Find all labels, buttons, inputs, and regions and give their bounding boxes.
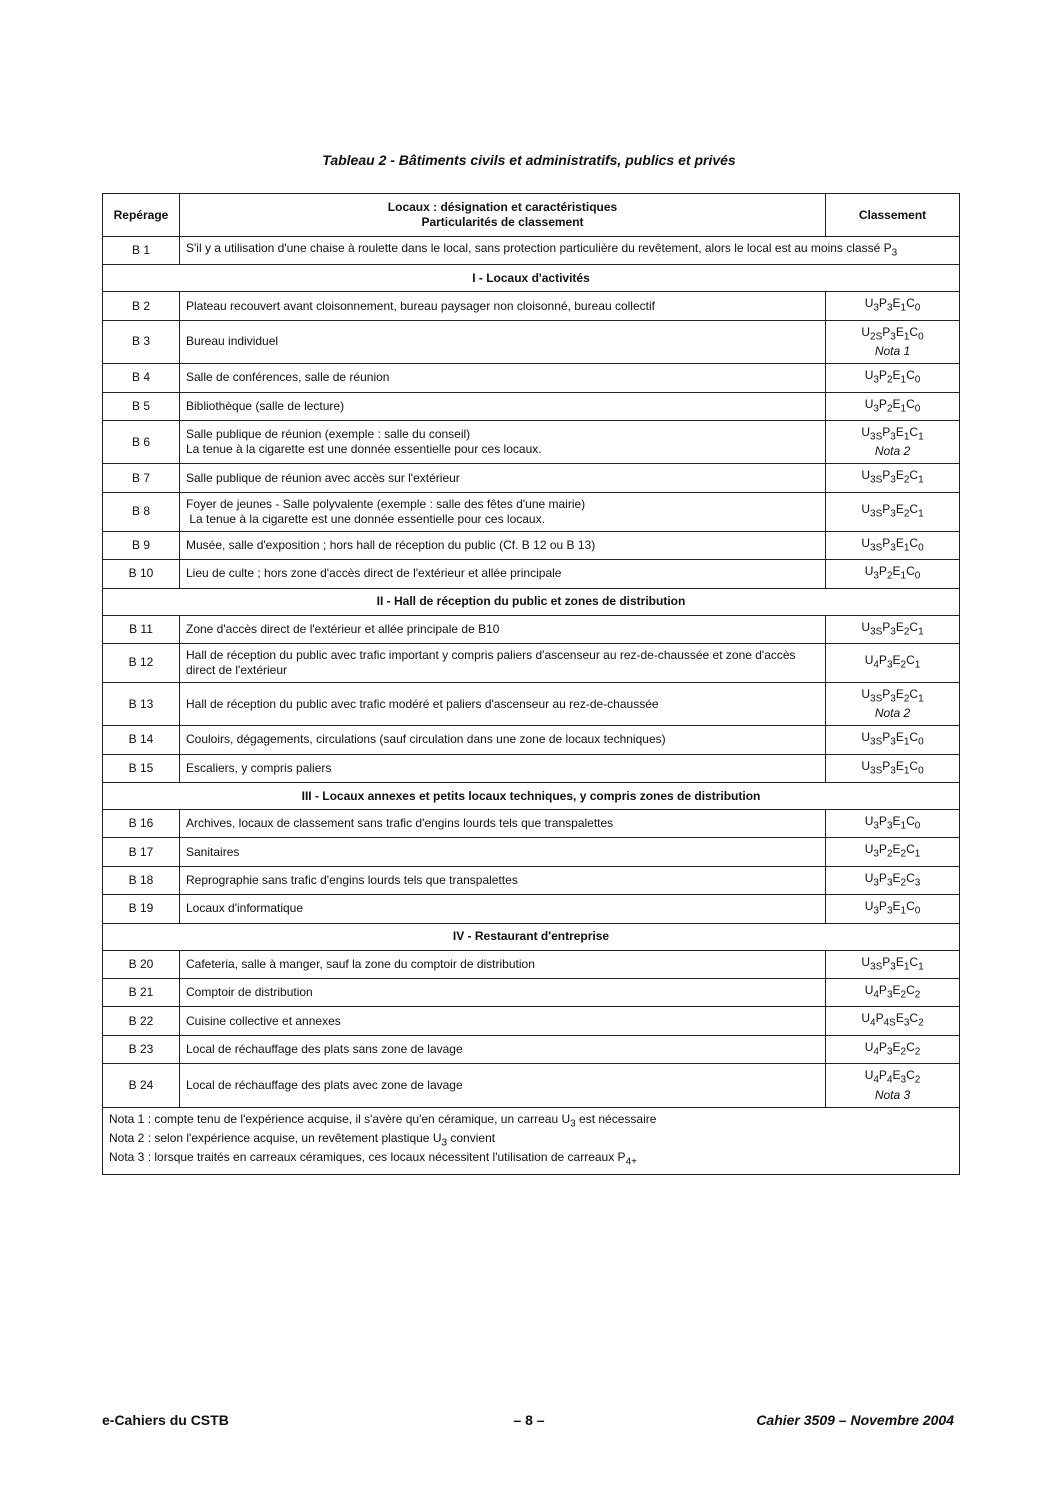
row-classement bbox=[826, 531, 960, 559]
description-line: Plateau recouvert avant cloisonnement, bureau paysager non cloisonné, bureau collectif bbox=[186, 298, 655, 313]
classement-code: $U_{3S}P_3E_2C_1$ bbox=[861, 686, 924, 705]
nota-1-post: est nécessaire bbox=[575, 1111, 657, 1126]
nota-3 bbox=[109, 1150, 953, 1169]
description-line: Cuisine collective et annexes bbox=[186, 1013, 341, 1028]
row-classement bbox=[826, 1007, 960, 1035]
table-row bbox=[103, 643, 960, 682]
footer-right: Cahier 3509 – Novembre 2004 bbox=[756, 1412, 954, 1428]
row-description bbox=[180, 560, 826, 588]
row-description bbox=[180, 754, 826, 782]
table-row bbox=[103, 726, 960, 754]
description-line: Zone d'accès direct de l'extérieur et allée principale de B10 bbox=[186, 621, 500, 636]
row-classement bbox=[826, 979, 960, 1007]
row-classement bbox=[826, 492, 960, 531]
section-title: I - Locaux d'activités bbox=[103, 265, 960, 292]
description-line: Salle publique de réunion avec accès sur l'extérieur bbox=[186, 470, 460, 485]
row-ref: B 16 bbox=[103, 810, 180, 838]
nota-1-text: Nota 1 : compte tenu de l'expérience acquise, il s'avère qu'en céramique, un carreau U bbox=[109, 1111, 571, 1126]
table-row bbox=[103, 364, 960, 392]
table-row bbox=[103, 838, 960, 866]
row-description bbox=[180, 392, 826, 420]
nota-1 bbox=[109, 1112, 953, 1131]
row-classement bbox=[826, 615, 960, 643]
description-line: Foyer de jeunes - Salle polyvalente (exemple : salle des fêtes d'une mairie) bbox=[186, 496, 586, 511]
table-row bbox=[103, 615, 960, 643]
b1-text: S'il y a utilisation d'une chaise à roulette dans le local, sans protection particulière du revêtement, alors le local est au moins classé P bbox=[186, 241, 892, 255]
description-line: Local de réchauffage des plats sans zone de lavage bbox=[186, 1042, 463, 1056]
table-row bbox=[103, 492, 960, 531]
description-line: La tenue à la cigarette est une donnée essentielle pour ces locaux. bbox=[186, 442, 542, 457]
table-row bbox=[103, 895, 960, 923]
table-row bbox=[103, 810, 960, 838]
row-ref: B 17 bbox=[103, 838, 180, 866]
table-row bbox=[103, 320, 960, 363]
footer-left: e-Cahiers du CSTB bbox=[102, 1412, 229, 1428]
row-classement bbox=[826, 682, 960, 725]
row-description bbox=[180, 292, 826, 320]
row-ref: B 5 bbox=[103, 392, 180, 420]
row-classement bbox=[826, 754, 960, 782]
table-row bbox=[103, 754, 960, 782]
row-description bbox=[180, 1007, 826, 1035]
row-description bbox=[180, 364, 826, 392]
table-row bbox=[103, 866, 960, 894]
row-ref: B 2 bbox=[103, 292, 180, 320]
row-ref: B 6 bbox=[103, 420, 180, 463]
nota-1-sub: 3 bbox=[570, 1117, 576, 1129]
classement-code: $U_3P_3E_1C_0$ bbox=[864, 296, 921, 314]
nota-2-post: convient bbox=[447, 1130, 496, 1145]
description-line: La tenue à la cigarette est une donnée essentielle pour ces locaux. bbox=[186, 511, 545, 526]
description-line: Lieu de culte ; hors zone d'accès direct de l'extérieur et allée principale bbox=[186, 566, 562, 581]
section-header-row bbox=[103, 588, 960, 615]
row-classement bbox=[826, 320, 960, 363]
nota-3-sub: 4+ bbox=[625, 1156, 637, 1168]
classement-code: $U_3P_3E_2C_3$ bbox=[864, 870, 921, 889]
classement-code: $U_4P_3E_2C_1$ bbox=[864, 653, 921, 671]
table-row bbox=[103, 979, 960, 1007]
row-description bbox=[180, 726, 826, 754]
row-ref: B 12 bbox=[103, 643, 180, 682]
table-row bbox=[103, 464, 960, 492]
classement-code: $U_3P_2E_2C_1$ bbox=[864, 842, 921, 860]
table-row bbox=[103, 531, 960, 559]
classement-code: $U_{3S}P_3E_1C_1$ bbox=[861, 424, 924, 443]
nota-2-sub: 3 bbox=[441, 1137, 448, 1149]
classement-code: $U_4P_{4S}E_3C_2$ bbox=[861, 1011, 924, 1029]
row-description bbox=[180, 1035, 826, 1063]
row-classement bbox=[826, 1035, 960, 1063]
row-description bbox=[180, 492, 826, 531]
row-ref: B 10 bbox=[103, 560, 180, 588]
table-row bbox=[103, 392, 960, 420]
row-classement bbox=[826, 810, 960, 838]
description-line: Bibliothèque (salle de lecture) bbox=[186, 398, 345, 413]
description-line: Salle publique de réunion (exemple : salle du conseil) bbox=[186, 427, 471, 442]
row-ref: B 20 bbox=[103, 950, 180, 978]
table-row bbox=[103, 560, 960, 588]
row-ref: B 14 bbox=[103, 726, 180, 754]
description-line: Hall de réception du public avec trafic modéré et paliers d'ascenseur au rez-de-chaussée bbox=[186, 696, 659, 711]
row-classement bbox=[826, 726, 960, 754]
row-ref: B 18 bbox=[103, 866, 180, 894]
footer-page-number: – 8 – bbox=[513, 1412, 545, 1428]
row-classement bbox=[826, 838, 960, 866]
classement-code: $U_3P_2E_1C_0$ bbox=[864, 396, 921, 414]
row-classement bbox=[826, 464, 960, 492]
section-header-row bbox=[103, 783, 960, 810]
row-description bbox=[180, 810, 826, 838]
row-classement bbox=[826, 866, 960, 894]
section-title: II - Hall de réception du public et zones de distribution bbox=[103, 588, 960, 615]
row-ref: B 19 bbox=[103, 895, 180, 923]
row-ref: B 23 bbox=[103, 1035, 180, 1063]
section-header-row bbox=[103, 923, 960, 950]
row-ref: B 8 bbox=[103, 492, 180, 531]
section-title: IV - Restaurant d'entreprise bbox=[103, 923, 960, 950]
classement-code: $U_{3S}P_3E_1C_0$ bbox=[861, 758, 924, 777]
header-locaux-line1: Locaux : désignation et caractéristiques bbox=[387, 200, 618, 214]
table-row bbox=[103, 1064, 960, 1107]
table-row bbox=[103, 1035, 960, 1063]
row-classement bbox=[826, 1064, 960, 1107]
classement-code: $U_{2S}P_3E_1C_0$ bbox=[861, 324, 924, 343]
header-locaux-line2: Particularités de classement bbox=[421, 215, 584, 229]
row-classement bbox=[826, 392, 960, 420]
description-line: Archives, locaux de classement sans trafic d'engins lourds tels que transpalettes bbox=[186, 816, 614, 831]
description-line: Locaux d'informatique bbox=[186, 901, 304, 916]
row-description bbox=[180, 237, 960, 265]
classement-code: $U_{3S}P_3E_2C_1$ bbox=[861, 619, 924, 637]
row-classement bbox=[826, 895, 960, 923]
row-ref: B 3 bbox=[103, 320, 180, 363]
row-description bbox=[180, 950, 826, 978]
row-description bbox=[180, 838, 826, 866]
header-reperage: Repérage bbox=[103, 194, 180, 237]
description-line: Musée, salle d'exposition ; hors hall de réception du public (Cf. B 12 ou B 13) bbox=[186, 537, 596, 552]
nota-3-text: Nota 3 : lorsque traités en carreaux céramiques, ces locaux nécessitent l'utilisation de carreaux P bbox=[109, 1150, 626, 1165]
classement-nota: Nota 2 bbox=[874, 444, 911, 459]
row-ref: B 15 bbox=[103, 754, 180, 782]
classement-code: $U_{3S}P_3E_2C_1$ bbox=[861, 502, 924, 520]
section-header-row bbox=[103, 265, 960, 292]
table-row bbox=[103, 420, 960, 463]
classement-code: $U_4P_3E_2C_2$ bbox=[864, 1039, 921, 1058]
row-ref: B 24 bbox=[103, 1064, 180, 1107]
classement-code: $U_{3S}P_3E_1C_1$ bbox=[861, 954, 924, 973]
classement-code: $U_{3S}P_3E_2C_1$ bbox=[861, 468, 924, 486]
row-description bbox=[180, 420, 826, 463]
row-description bbox=[180, 320, 826, 363]
table-row bbox=[103, 682, 960, 725]
row-ref: B 7 bbox=[103, 464, 180, 492]
row-ref: B 13 bbox=[103, 682, 180, 725]
row-description bbox=[180, 866, 826, 894]
classification-table bbox=[102, 193, 960, 1175]
row-description bbox=[180, 682, 826, 725]
description-line: Bureau individuel bbox=[186, 334, 279, 349]
row-ref: B 9 bbox=[103, 531, 180, 559]
classement-code: $U_{3S}P_3E_1C_0$ bbox=[861, 535, 924, 554]
classement-nota: Nota 2 bbox=[874, 706, 911, 721]
description-line: Salle de conférences, salle de réunion bbox=[186, 370, 390, 385]
b1-subscript: 3 bbox=[891, 247, 898, 259]
description-line: Couloirs, dégagements, circulations (sauf circulation dans une zone de locaux techniques) bbox=[186, 732, 666, 747]
classement-code: $U_3P_2E_1C_0$ bbox=[864, 368, 921, 386]
row-ref: B 22 bbox=[103, 1007, 180, 1035]
description-line: Reprographie sans trafic d'engins lourds tels que transpalettes bbox=[186, 873, 518, 888]
description-line: Escaliers, y compris paliers bbox=[186, 760, 332, 775]
nota-2 bbox=[109, 1131, 953, 1150]
classement-code: $U_{3S}P_3E_1C_0$ bbox=[861, 730, 924, 748]
table-row bbox=[103, 237, 960, 265]
row-description bbox=[180, 895, 826, 923]
table-row bbox=[103, 1007, 960, 1035]
row-ref: B 1 bbox=[103, 237, 180, 265]
classement-code: $U_3P_3E_1C_0$ bbox=[864, 814, 921, 832]
classement-code: $U_4P_3E_2C_2$ bbox=[864, 983, 921, 1001]
table-row bbox=[103, 292, 960, 320]
row-description bbox=[180, 979, 826, 1007]
classement-nota: Nota 3 bbox=[874, 1087, 911, 1102]
row-classement bbox=[826, 364, 960, 392]
description-line: Local de réchauffage des plats avec zone de lavage bbox=[186, 1077, 463, 1092]
row-description bbox=[180, 615, 826, 643]
description-line: Sanitaires bbox=[186, 844, 240, 859]
classement-code: $U_4P_4E_3C_2$ bbox=[864, 1068, 921, 1086]
classement-code: $U_3P_3E_1C_0$ bbox=[864, 899, 921, 917]
description-line: Comptoir de distribution bbox=[186, 985, 313, 1000]
section-title: III - Locaux annexes et petits locaux techniques, y compris zones de distribution bbox=[103, 783, 960, 810]
row-ref: B 4 bbox=[103, 364, 180, 392]
header-classement: Classement bbox=[826, 194, 960, 237]
row-description bbox=[180, 464, 826, 492]
classement-nota: Nota 1 bbox=[874, 344, 911, 359]
row-ref: B 21 bbox=[103, 979, 180, 1007]
table-title: Tableau 2 - Bâtiments civils et administratifs, publics et privés bbox=[322, 152, 736, 168]
row-classement bbox=[826, 643, 960, 682]
classement-code: $U_3P_2E_1C_0$ bbox=[864, 564, 921, 582]
header-locaux bbox=[180, 194, 826, 237]
description-line: Hall de réception du public avec trafic important y compris paliers d'ascenseur au rez-de-chaussée et zone d'accès direct de l'extérieur bbox=[186, 647, 799, 677]
nota-2-text: Nota 2 : selon l'expérience acquise, un revêtement plastique U bbox=[109, 1130, 442, 1145]
row-classement bbox=[826, 420, 960, 463]
row-classement bbox=[826, 560, 960, 588]
row-description bbox=[180, 643, 826, 682]
row-classement bbox=[826, 950, 960, 978]
row-description bbox=[180, 1064, 826, 1107]
table-row bbox=[103, 950, 960, 978]
row-description bbox=[180, 531, 826, 559]
notes-cell bbox=[103, 1107, 960, 1174]
row-ref: B 11 bbox=[103, 615, 180, 643]
description-line: Cafeteria, salle à manger, sauf la zone du comptoir de distribution bbox=[186, 956, 535, 971]
row-classement bbox=[826, 292, 960, 320]
